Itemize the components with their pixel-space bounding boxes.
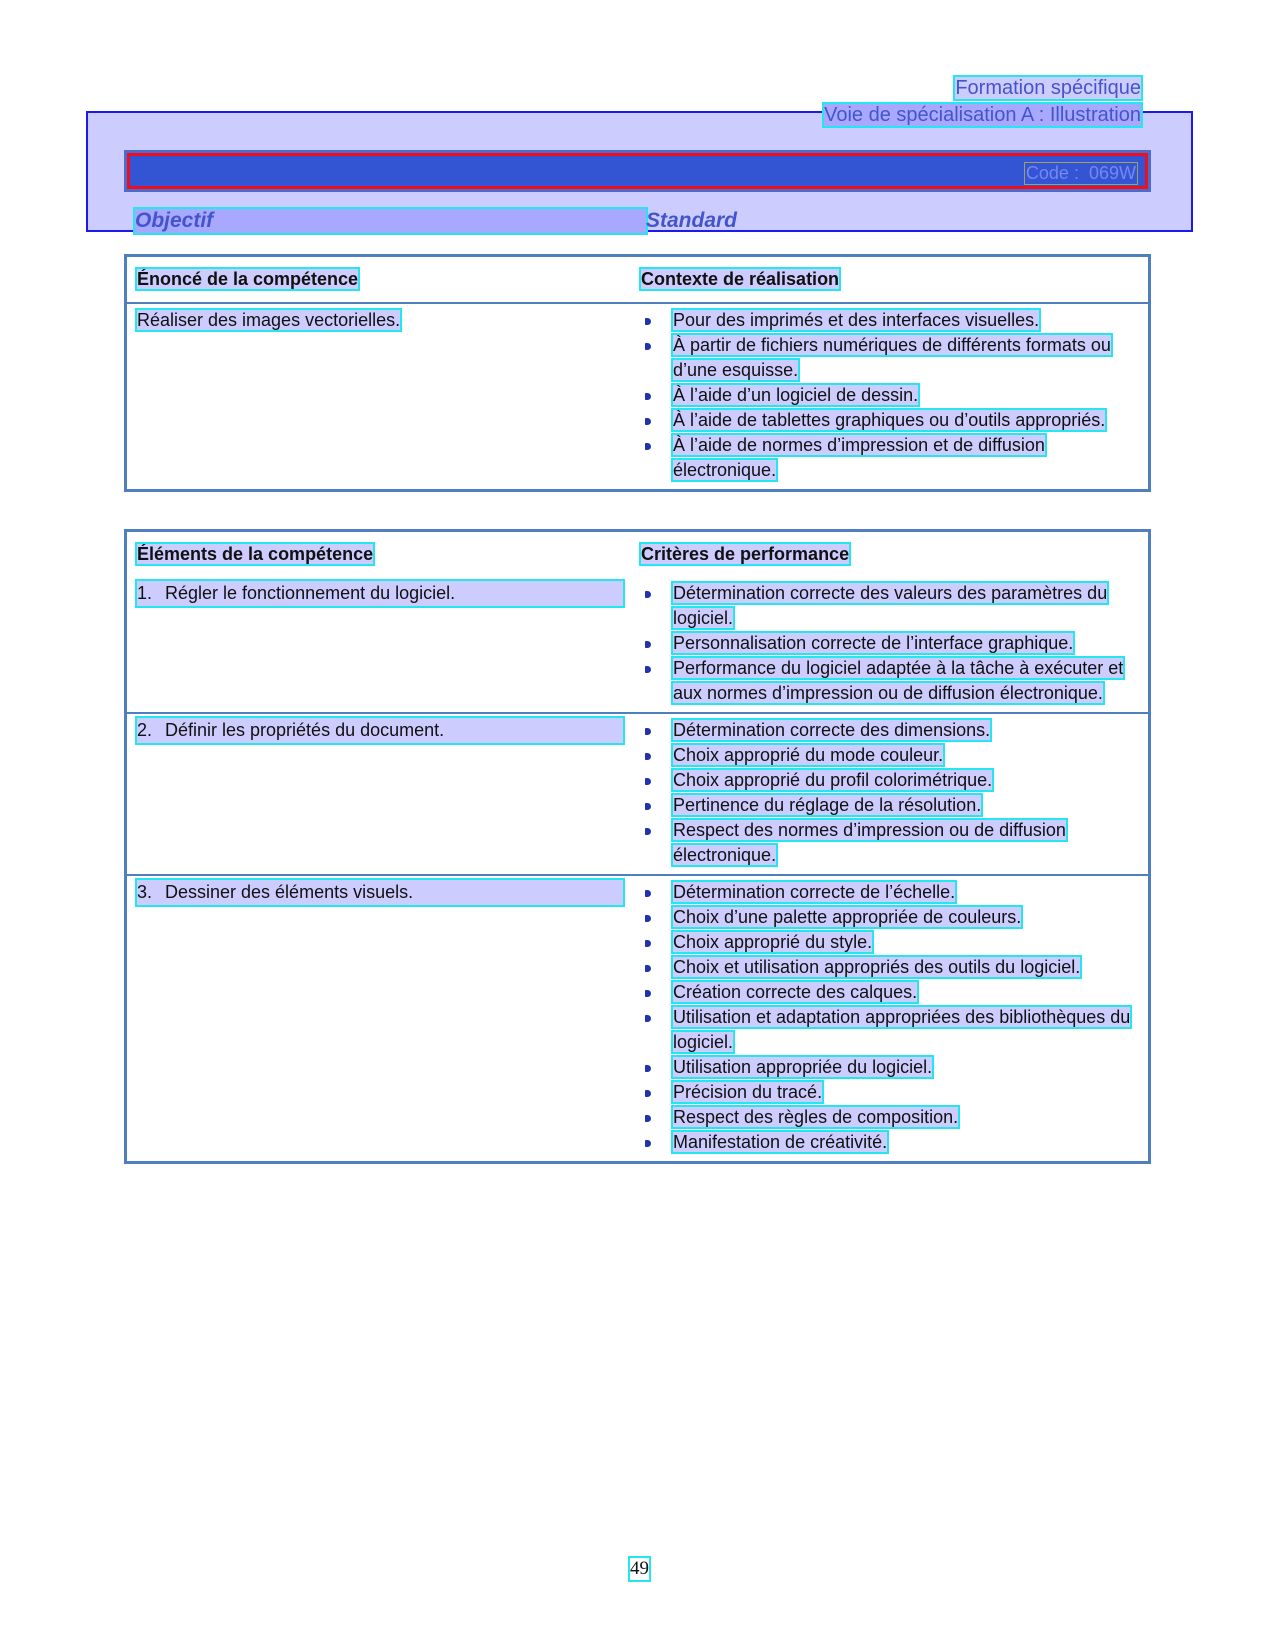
criterion-item xyxy=(641,930,1140,955)
criterion-text: Détermination correcte de l’échelle. xyxy=(673,882,956,902)
criterion-item xyxy=(641,718,1140,743)
criterion-item xyxy=(641,308,1140,333)
table-row xyxy=(126,303,1150,491)
element-text: Dessiner des éléments visuels. xyxy=(165,882,414,902)
criterion-text: Création correcte des calques. xyxy=(673,982,918,1002)
criterion-item xyxy=(641,743,1140,768)
code-bar xyxy=(124,150,1151,192)
criterion-item xyxy=(641,631,1140,656)
criteres-header: Critères de performance xyxy=(641,544,850,564)
criterion-item xyxy=(641,1055,1140,1080)
criterion-item xyxy=(641,656,1140,706)
criterion-text: Détermination correcte des dimensions. xyxy=(673,720,991,740)
objectif-label xyxy=(135,209,646,233)
criterion-item xyxy=(641,433,1140,483)
element-text: Régler le fonctionnement du logiciel. xyxy=(165,583,456,603)
criteria-list xyxy=(641,718,1140,868)
element-text: Définir les propriétés du document. xyxy=(165,720,445,740)
criterion-item xyxy=(641,383,1140,408)
criterion-item xyxy=(641,980,1140,1005)
criterion-item xyxy=(641,818,1140,868)
voie-label: Voie de spécialisation A : Illustration xyxy=(824,104,1141,126)
page-number: 49 xyxy=(630,1558,649,1579)
element-number: 2. xyxy=(137,720,153,740)
criterion-item xyxy=(641,1105,1140,1130)
formation-label: Formation spécifique xyxy=(955,77,1141,99)
criterion-item xyxy=(641,793,1140,818)
criterion-text: Choix approprié du style. xyxy=(673,932,873,952)
criterion-item xyxy=(641,333,1140,383)
criterion-item xyxy=(641,905,1140,930)
table-row xyxy=(126,577,1150,713)
criterion-text: Détermination correcte des valeurs des paramètres du logiciel. xyxy=(673,583,1108,628)
criterion-text: À l’aide de tablettes graphiques ou d’outils appropriés. xyxy=(673,410,1106,430)
criterion-text: À l’aide de normes d’impression et de diffusion électronique. xyxy=(673,435,1045,480)
criterion-item xyxy=(641,408,1140,433)
criterion-item xyxy=(641,880,1140,905)
criterion-text: Choix d’une palette appropriée de couleurs. xyxy=(673,907,1022,927)
criterion-text: Manifestation de créativité. xyxy=(673,1132,888,1152)
element-number: 3. xyxy=(137,882,153,902)
table-header-row xyxy=(126,256,1150,304)
criterion-text: Pour des imprimés et des interfaces visuelles. xyxy=(673,310,1040,330)
code-bar-inner xyxy=(127,153,1148,189)
element-item xyxy=(137,880,623,905)
criterion-text: Précision du tracé. xyxy=(673,1082,823,1102)
objectif-text: Objectif xyxy=(135,209,214,232)
element-number: 1. xyxy=(137,583,153,603)
contexte-header: Contexte de réalisation xyxy=(641,269,840,289)
contexte-list xyxy=(641,308,1140,483)
competence-table xyxy=(124,254,1151,492)
criteria-list xyxy=(641,880,1140,1155)
criterion-text: Utilisation et adaptation appropriées des bibliothèques du logiciel. xyxy=(673,1007,1131,1052)
criteria-list xyxy=(641,581,1140,706)
criterion-text: Choix approprié du mode couleur. xyxy=(673,745,944,765)
standard-label: Standard xyxy=(646,209,738,232)
enonce-header: Énoncé de la compétence xyxy=(137,269,359,289)
criterion-text: À l’aide d’un logiciel de dessin. xyxy=(673,385,919,405)
enonce-text: Réaliser des images vectorielles. xyxy=(137,310,401,330)
elements-header: Éléments de la compétence xyxy=(137,544,374,564)
element-item xyxy=(137,581,623,606)
criterion-item xyxy=(641,1130,1140,1155)
criterion-text: Personnalisation correcte de l’interface graphique. xyxy=(673,633,1074,653)
code-value: 069W xyxy=(1088,163,1136,183)
criterion-text: Utilisation appropriée du logiciel. xyxy=(673,1057,933,1077)
criterion-text: Pertinence du réglage de la résolution. xyxy=(673,795,982,815)
table-header-row xyxy=(126,531,1150,578)
criterion-text: Choix et utilisation appropriés des outils du logiciel. xyxy=(673,957,1081,977)
criterion-item xyxy=(641,768,1140,793)
criterion-text: Respect des règles de composition. xyxy=(673,1107,959,1127)
code-text xyxy=(1025,163,1137,184)
code-label: Code : xyxy=(1025,163,1079,183)
criterion-text: À partir de fichiers numériques de différents formats ou d’une esquisse. xyxy=(673,335,1111,380)
element-item xyxy=(137,718,623,743)
criterion-item xyxy=(641,1005,1140,1055)
criterion-text: Choix approprié du profil colorimétrique. xyxy=(673,770,993,790)
criterion-text: Performance du logiciel adaptée à la tâche à exécuter et aux normes d’impression ou de diffusion électronique. xyxy=(673,658,1124,703)
table-row xyxy=(126,875,1150,1163)
criterion-item xyxy=(641,1080,1140,1105)
criterion-item xyxy=(641,955,1140,980)
elements-table xyxy=(124,529,1151,1164)
table-row xyxy=(126,713,1150,875)
criterion-item xyxy=(641,581,1140,631)
criterion-text: Respect des normes d’impression ou de diffusion électronique. xyxy=(673,820,1066,865)
